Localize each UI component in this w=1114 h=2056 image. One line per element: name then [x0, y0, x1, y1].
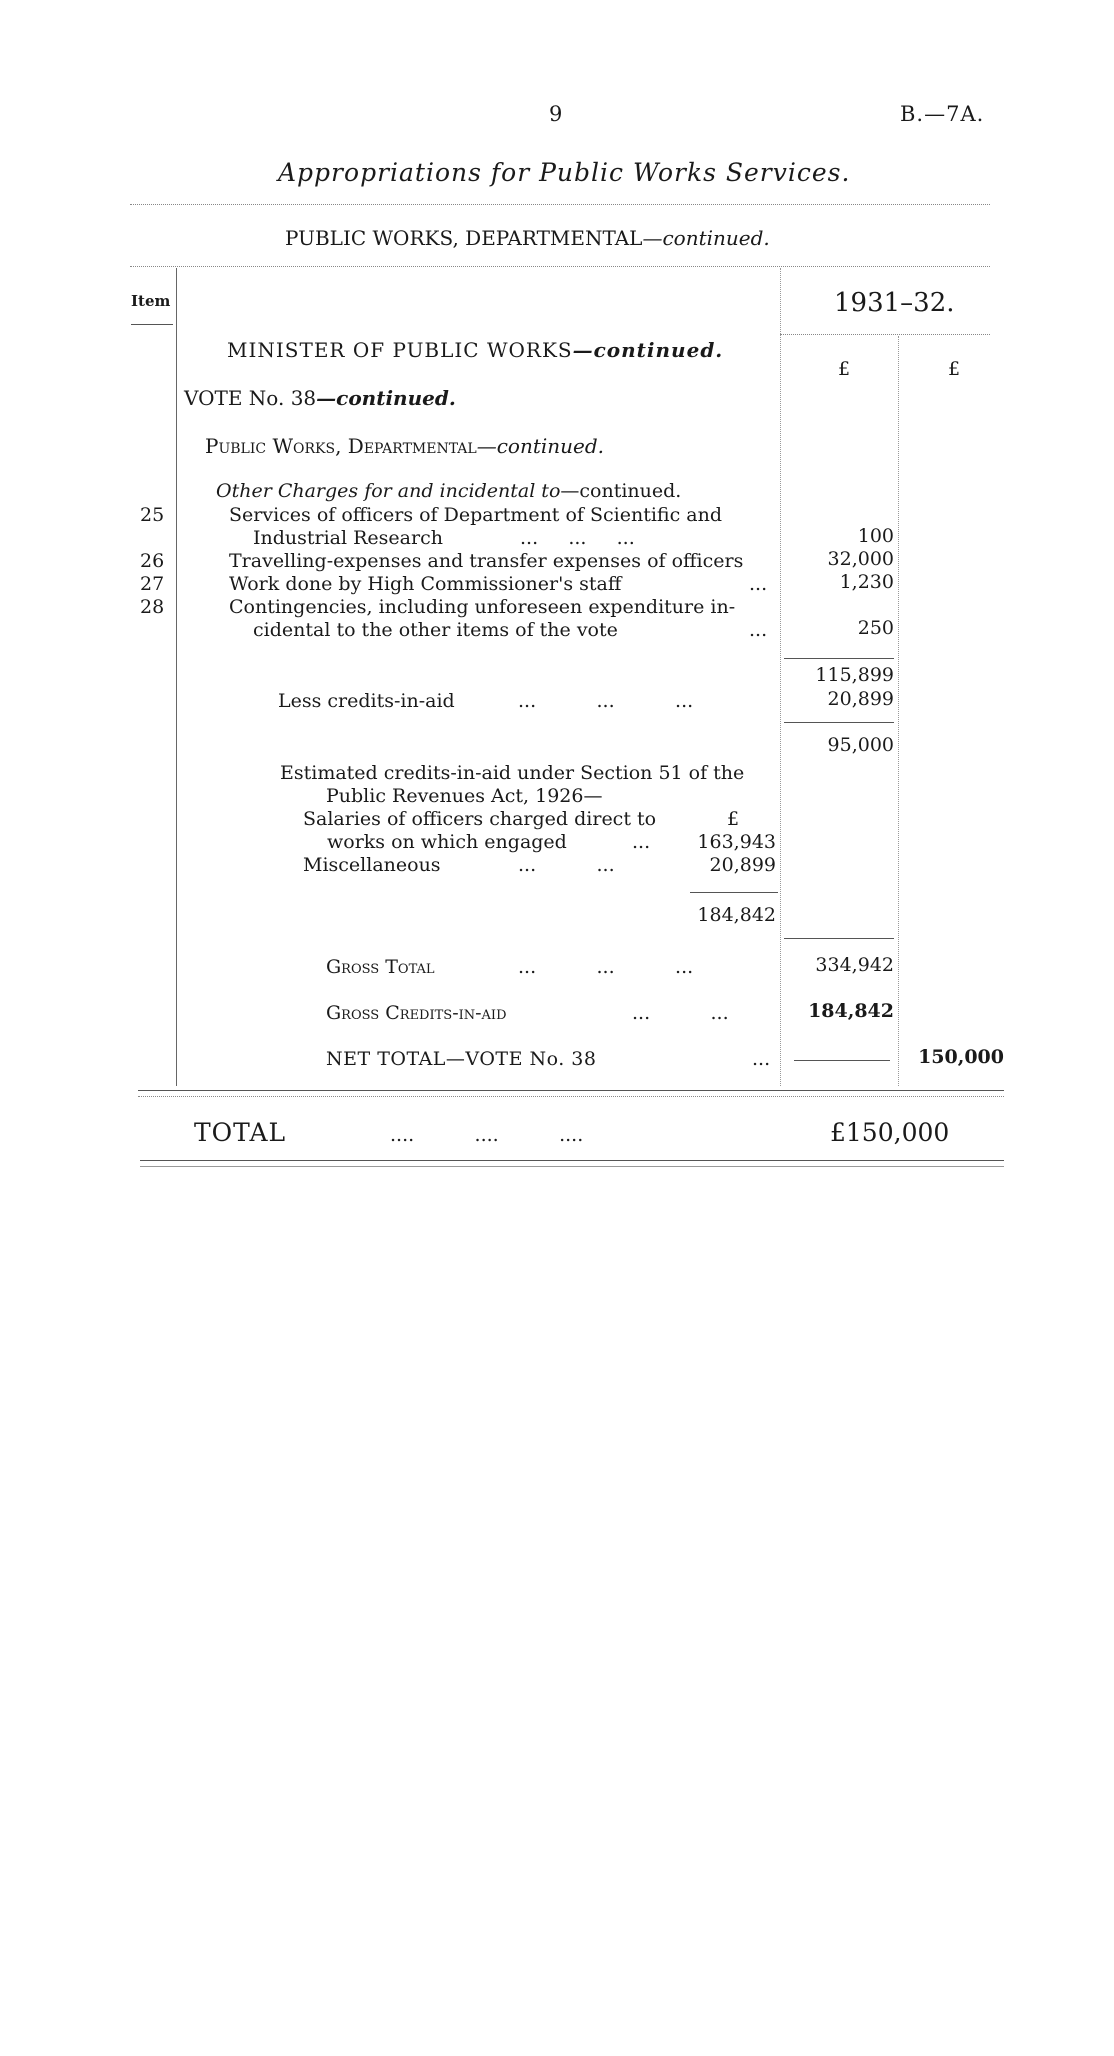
minister-heading	[227, 338, 723, 362]
miscellaneous-leader: ... ...	[518, 854, 615, 876]
rule-table-bottom	[138, 1090, 1004, 1091]
net-total-dash	[794, 1060, 890, 1061]
document-reference: B.—7A.	[900, 102, 985, 126]
estimated-credits-heading: Estimated credits-in-aid under Section 51 of the	[280, 762, 745, 784]
item-description-continued: Industrial Research	[253, 527, 443, 549]
salaries-amount: 163,943	[697, 831, 776, 853]
salaries-label: Salaries of officers charged direct to	[303, 808, 657, 830]
item-header-underline	[131, 324, 173, 325]
item-leader: ...	[749, 619, 768, 641]
net-total-label: NET TOTAL—VOTE No. 38	[326, 1048, 597, 1070]
gross-total-leader: ... ... ...	[518, 956, 694, 978]
salaries-currency: £	[727, 808, 740, 830]
net-total-amount: 150,000	[918, 1046, 1004, 1068]
gross-total-rule	[784, 938, 894, 939]
department-heading	[205, 434, 604, 458]
item-description: Travelling-expenses and transfer expenses of officers	[229, 550, 744, 572]
rule-final-double	[140, 1166, 1004, 1167]
gross-credits-amount: 184,842	[808, 1000, 894, 1022]
miscellaneous-amount: 20,899	[709, 854, 776, 876]
less-credits-leader: ... ... ...	[518, 690, 694, 712]
section-subtitle	[285, 226, 770, 250]
gross-total-label: Gross Total	[326, 956, 435, 978]
item-description-continued: cidental to the other items of the vote	[253, 619, 618, 641]
rule-table-top	[130, 266, 990, 267]
gross-credits-leader: ... ...	[632, 1002, 729, 1024]
year-header: 1931–32.	[834, 288, 955, 318]
rule-table-bottom-double	[138, 1096, 1004, 1097]
minister-heading-continued: —continued.	[572, 338, 724, 362]
other-charges-heading	[216, 480, 681, 502]
section-subtitle-main: PUBLIC WORKS, DEPARTMENTAL	[285, 226, 643, 250]
estimated-credits-rule	[690, 892, 778, 893]
vote-heading-continued: —continued.	[316, 386, 456, 410]
item-column-rule	[176, 268, 177, 1086]
rule-top	[130, 204, 990, 205]
grand-total-leader: .... .... ....	[390, 1124, 584, 1146]
rule-final	[140, 1160, 1004, 1161]
net-rule	[784, 722, 894, 723]
currency-symbol-col2: £	[948, 358, 961, 380]
other-charges-continued: —continued.	[560, 480, 682, 502]
gross-total-amount: 334,942	[815, 954, 894, 976]
less-credits-amount: 20,899	[827, 688, 894, 710]
amount-column-rule-left	[780, 268, 781, 1086]
subtotal-rule	[784, 658, 894, 659]
item-number: 27	[140, 573, 165, 595]
net-total-leader: ...	[752, 1048, 771, 1070]
item-number: 26	[140, 550, 165, 572]
department-heading-main: Public Works, Departmental	[205, 434, 477, 458]
grand-total-label: TOTAL	[194, 1118, 287, 1147]
gross-credits-label: Gross Credits-in-aid	[326, 1002, 507, 1024]
item-amount: 100	[857, 525, 894, 547]
net-amount: 95,000	[827, 734, 894, 756]
item-leader: ...	[749, 573, 768, 595]
item-description: Services of officers of Department of Scientific and	[229, 504, 722, 526]
amount-column-rule-right	[898, 336, 899, 1086]
item-amount: 1,230	[839, 571, 894, 593]
page-title: Appropriations for Public Works Services.	[278, 158, 851, 187]
item-description: Work done by High Commissioner's staff	[229, 573, 622, 595]
estimated-credits-total: 184,842	[697, 904, 776, 926]
currency-symbol-col1: £	[838, 358, 851, 380]
miscellaneous-label: Miscellaneous	[303, 854, 441, 876]
salaries-leader: ...	[632, 831, 651, 853]
estimated-credits-heading-continued: Public Revenues Act, 1926—	[326, 785, 603, 807]
minister-heading-main: MINISTER OF PUBLIC WORKS	[227, 338, 573, 362]
section-subtitle-continued: —continued.	[642, 226, 770, 250]
subtotal-amount: 115,899	[815, 664, 894, 686]
item-amount: 32,000	[827, 548, 894, 570]
item-description: Contingencies, including unforeseen expenditure in-	[229, 596, 736, 618]
grand-total-amount: £150,000	[830, 1118, 950, 1147]
salaries-label-continued: works on which engaged	[327, 831, 567, 853]
vote-heading	[184, 386, 456, 410]
vote-heading-main: VOTE No. 38	[184, 386, 317, 410]
year-header-rule	[780, 334, 990, 335]
item-leader: ... ... ...	[520, 527, 635, 549]
item-number: 28	[140, 596, 165, 618]
page-number: 9	[549, 102, 563, 126]
other-charges-italic: Other Charges for and incidental to	[216, 480, 561, 502]
item-column-header: Item	[131, 292, 171, 310]
department-heading-continued: —continued.	[476, 434, 605, 458]
item-amount: 250	[857, 617, 894, 639]
less-credits-label: Less credits-in-aid	[278, 690, 455, 712]
item-number: 25	[140, 504, 165, 526]
